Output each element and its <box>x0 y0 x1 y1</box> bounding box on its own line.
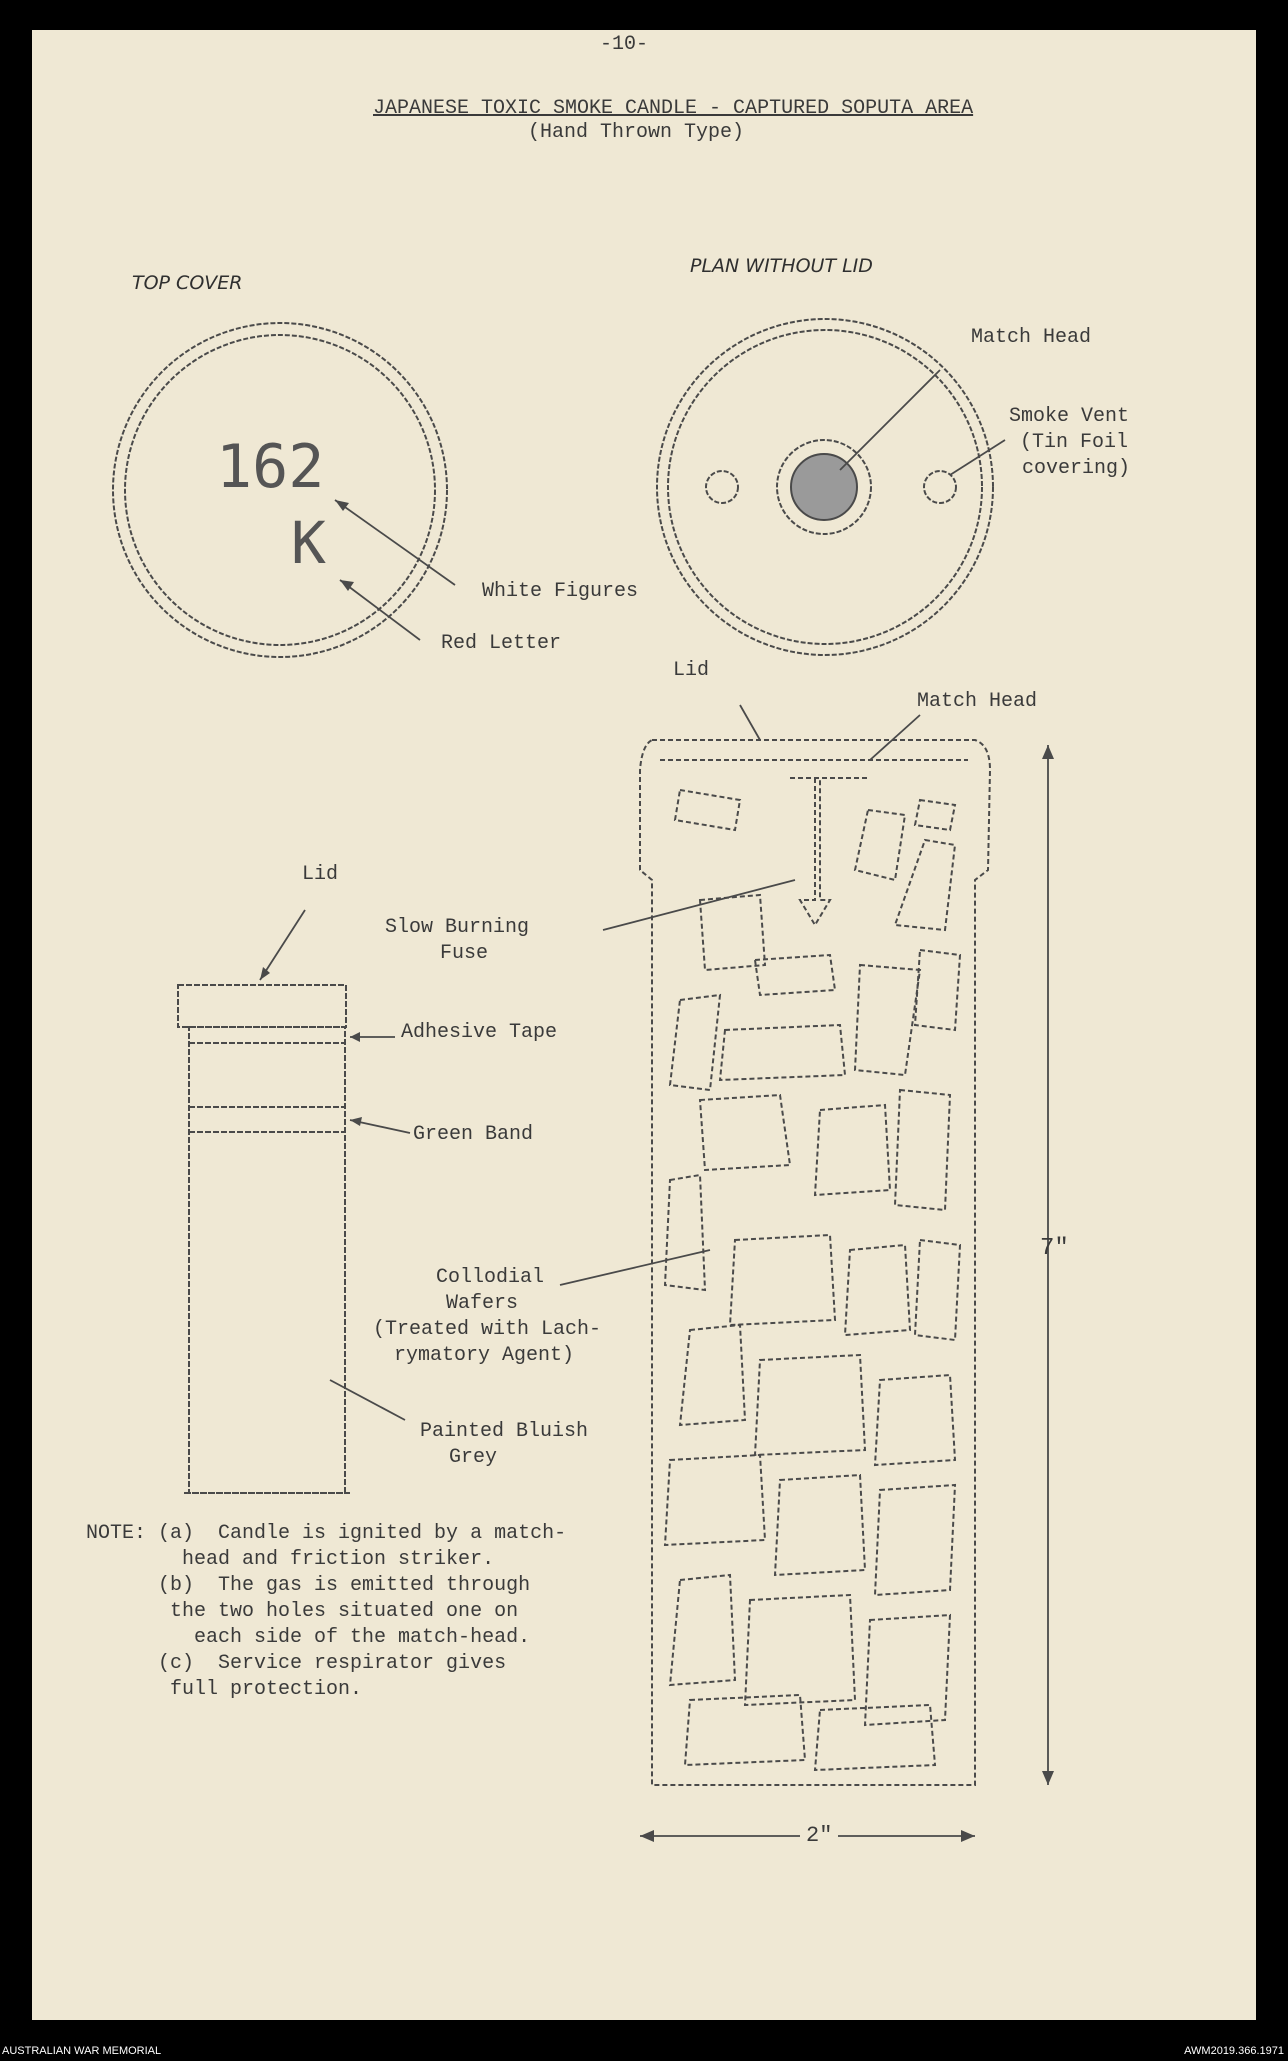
note-line: head and friction striker. <box>86 1548 495 1571</box>
notes-block <box>86 1521 566 1703</box>
note-line: each side of the match-head. <box>86 1626 531 1649</box>
width-label: 2" <box>800 1823 838 1849</box>
plan-label-covering: covering) <box>1022 457 1131 480</box>
section-label-match-head: Match Head <box>917 690 1038 713</box>
footer-right: AWM2019.366.1971 <box>1184 2045 1284 2057</box>
note-line: (c) Service respirator gives <box>86 1652 507 1675</box>
plan-right-hole <box>924 471 956 503</box>
note-line: the two holes situated one on <box>86 1600 519 1623</box>
plan-label-match-head: Match Head <box>971 326 1092 349</box>
label-green-band: Green Band <box>413 1123 534 1146</box>
exterior-lid <box>178 985 346 1027</box>
plan-label-tin-foil: (Tin Foil <box>1020 431 1129 454</box>
label-agent: rymatory Agent) <box>394 1344 575 1367</box>
plan-left-hole <box>706 471 738 503</box>
top-cover-letter: K <box>291 509 326 577</box>
footer-left: AUSTRALIAN WAR MEMORIAL <box>2 2045 162 2057</box>
label-painted: Painted Bluish <box>420 1420 589 1443</box>
label-red-letter: Red Letter <box>441 632 562 655</box>
document-title: JAPANESE TOXIC SMOKE CANDLE - CAPTURED SOPUTA AREA <box>373 97 974 120</box>
label-treated: (Treated with Lach- <box>373 1318 602 1341</box>
section-container <box>640 740 990 1785</box>
plan-label-smoke-vent: Smoke Vent <box>1009 405 1130 428</box>
label-slow-burning: Slow Burning <box>385 916 530 939</box>
note-line: (b) The gas is emitted through <box>86 1574 531 1597</box>
label-collodial: Collodial <box>436 1266 545 1289</box>
note-line: full protection. <box>86 1678 363 1701</box>
document-subtitle: (Hand Thrown Type) <box>528 121 745 144</box>
label-fuse: Fuse <box>440 942 489 965</box>
label-white-figures: White Figures <box>482 580 639 603</box>
plan-heading: PLAN WITHOUT LID <box>690 255 873 277</box>
label-wafers: Wafers <box>446 1292 519 1315</box>
label-grey: Grey <box>449 1446 498 1469</box>
exterior-label-lid: Lid <box>302 863 339 886</box>
page-number: -10- <box>600 33 649 56</box>
top-cover-figures: 162 <box>216 432 325 502</box>
label-adhesive-tape: Adhesive Tape <box>401 1021 558 1044</box>
height-label: 7" <box>1040 1235 1069 1262</box>
note-line: NOTE: (a) Candle is ignited by a match- <box>86 1522 567 1545</box>
exterior-body <box>189 1027 345 1493</box>
top-cover-heading: TOP COVER <box>132 272 243 294</box>
section-label-lid: Lid <box>673 659 710 682</box>
